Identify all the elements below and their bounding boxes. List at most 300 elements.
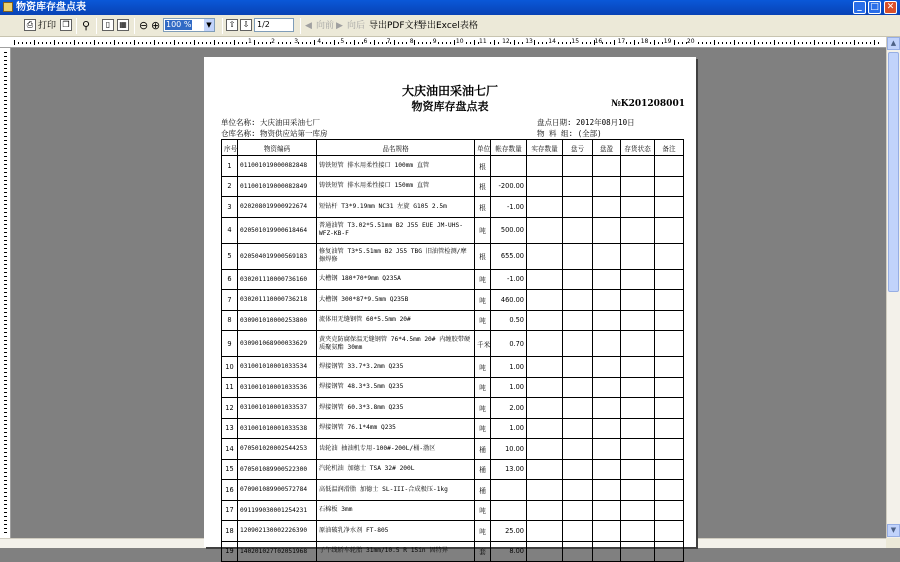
row-seq: 12 [222,398,238,419]
next-arrow-icon[interactable]: ▶ [336,21,343,31]
table-row [222,418,684,439]
empty-cell [621,243,655,269]
row-name-spec: 修复油管 T3*5.51mm B2 J55 TBG 旧油管检测/摩擦焊修 [317,243,475,269]
empty-cell [655,480,684,501]
ruler-tick [178,42,179,44]
ruler-tick [4,128,7,129]
count-date [537,117,635,128]
empty-cell [655,310,684,331]
ruler-tick [626,42,627,44]
table-row [222,500,684,521]
ruler-tick [398,42,399,44]
table-row [222,290,684,311]
ruler-tick [206,42,207,44]
ruler-tick [706,42,707,44]
ruler-tick [4,120,7,121]
row-material-code: 070501089900522300 [238,459,317,480]
ruler-tick [4,176,7,177]
ruler-tick [786,42,787,44]
empty-cell [621,156,655,177]
toolbar-separator [96,18,97,34]
ruler-tick [4,280,7,281]
ruler-tick [722,42,723,44]
ruler-tick [546,42,547,44]
ruler-tick [4,496,7,497]
row-seq: 7 [222,290,238,311]
column-header: 盘盈 [593,140,621,156]
row-unit: 吨 [475,500,491,521]
column-header: 帐存数量 [491,140,527,156]
zoom-out-icon[interactable]: ⊖ [139,19,149,32]
empty-cell [563,243,593,269]
ruler-tick [4,56,7,57]
empty-cell [527,197,563,218]
empty-cell [593,197,621,218]
ruler-tick [4,108,7,109]
row-material-code: 030901068900033629 [238,331,317,357]
ruler-tick [826,42,827,44]
table-row [222,439,684,460]
ruler-tick [74,40,75,45]
empty-cell [563,269,593,290]
ruler-number: 18 [640,38,649,45]
ruler-tick [4,444,7,445]
ruler-tick [82,42,83,44]
ruler-tick [4,284,7,285]
empty-cell [655,269,684,290]
ruler-tick [602,42,603,44]
empty-cell [527,357,563,378]
ruler-tick [4,240,7,241]
ruler-tick [726,42,727,44]
row-book-qty: 13.00 [491,459,527,480]
ruler-tick [4,412,7,413]
empty-cell [563,377,593,398]
ruler-tick [4,292,7,293]
first-page-icon[interactable]: ⇧ [226,19,238,31]
zoom-in-icon[interactable]: ⊕ [151,19,161,32]
scroll-up-icon[interactable]: ▲ [887,37,900,50]
ruler-number: 8 [409,38,414,45]
empty-cell [655,439,684,460]
ruler-tick [4,460,7,461]
close-button[interactable]: ✕ [884,1,897,14]
table-row [222,541,684,562]
ruler-tick [698,42,699,44]
single-page-icon[interactable]: ▯ [102,19,114,31]
next-page-button[interactable]: 向后 [347,21,366,31]
empty-cell [563,500,593,521]
ruler-tick [4,512,7,513]
table-row [222,269,684,290]
row-unit: 吨 [475,310,491,331]
ruler-tick [258,42,259,44]
ruler-tick [4,316,7,317]
ruler-tick [4,476,7,477]
row-material-code: 030201110000736218 [238,290,317,311]
empty-cell [593,156,621,177]
prev-arrow-icon[interactable]: ◀ [305,21,312,31]
ruler-tick [4,424,7,425]
table-row [222,156,684,177]
empty-cell [621,398,655,419]
empty-cell [593,459,621,480]
scroll-thumb[interactable] [888,52,899,292]
ruler-tick [4,508,7,509]
ruler-tick [4,404,7,405]
ruler-tick [194,40,195,45]
toolbar-separator [76,18,77,34]
ruler-tick [4,332,7,333]
ruler-tick [802,42,803,44]
row-name-spec: 普通油管 T3.02*5.51mm B2 J55 EUE JM-UHS-WFZ-KB-F [317,217,475,243]
unit-value: 大庆油田采油七厂 [260,118,321,127]
row-unit: 吨 [475,357,491,378]
chevron-down-icon[interactable]: ▼ [204,19,214,31]
column-header: 盘亏 [563,140,593,156]
prev-page-button[interactable]: 向前 [316,21,335,31]
ruler-tick [86,42,87,44]
ruler-tick [4,420,7,421]
table-row [222,480,684,501]
ruler-tick [414,40,415,45]
ruler-tick [158,42,159,44]
page-input[interactable]: 1/2 [254,18,294,32]
ruler-tick [46,42,47,44]
empty-cell [621,197,655,218]
ruler-tick [494,40,495,45]
ruler-tick [4,84,7,85]
empty-cell [563,331,593,357]
ruler-tick [4,232,7,233]
ruler-tick [4,324,7,325]
ruler-number: 5 [340,38,345,45]
ruler-tick [66,42,67,44]
ruler-tick [182,42,183,44]
ruler-tick [442,42,443,44]
vertical-ruler [0,48,11,538]
empty-cell [621,439,655,460]
empty-cell [655,217,684,243]
ruler-tick [142,42,143,44]
empty-cell [621,521,655,542]
empty-cell [527,243,563,269]
empty-cell [527,156,563,177]
vertical-scrollbar[interactable] [886,37,900,538]
ruler-tick [346,42,347,44]
row-book-qty: 2.00 [491,398,527,419]
ruler-tick [4,136,7,137]
ruler-tick [326,42,327,44]
row-material-code: 020501019900618464 [238,217,317,243]
ruler-tick [714,40,715,45]
empty-cell [563,156,593,177]
ruler-tick [870,42,871,44]
ruler-tick [4,360,7,361]
ruler-tick [4,112,7,113]
row-unit: 桶 [475,459,491,480]
empty-cell [655,176,684,197]
ruler-tick [590,42,591,44]
row-book-qty: 0.50 [491,310,527,331]
ruler-number: 12 [502,38,510,45]
ruler-tick [790,42,791,44]
ruler-tick [510,42,511,44]
ruler-tick [4,268,7,269]
empty-cell [527,269,563,290]
ruler-tick [746,42,747,44]
empty-cell [621,418,655,439]
inventory-table [221,139,684,562]
multi-page-icon[interactable]: ▦ [117,19,129,31]
row-material-code: 031001010001033534 [238,357,317,378]
row-name-spec: 汽轮机油 加德士 TSA 32# 200L [317,459,475,480]
ruler-tick [4,408,7,409]
empty-cell [593,331,621,357]
ruler-tick [710,42,711,44]
ruler-tick [230,42,231,44]
row-book-qty: 1.00 [491,418,527,439]
row-seq: 3 [222,197,238,218]
ruler-tick [4,220,7,221]
column-header: 实存数量 [527,140,563,156]
ruler-tick [4,344,7,345]
ruler-tick [226,42,227,44]
column-header: 存货状态 [621,140,655,156]
ruler-tick [406,42,407,44]
ruler-tick [4,340,7,341]
group-value: (全部) [577,129,602,138]
row-name-spec: 黄夹克防腐保温无缝钢管 76*4.5mm 20# 内缠胶带硬质聚氨酯 30mm [317,331,475,357]
app-icon [3,2,13,12]
ruler-tick [30,42,31,44]
find-icon[interactable]: ⚲ [82,19,91,32]
date-label: 盘点日期: [537,118,572,127]
ruler-tick [102,42,103,44]
ruler-tick [4,68,7,69]
empty-cell [563,290,593,311]
empty-cell [621,480,655,501]
row-unit: 根 [475,197,491,218]
ruler-tick [474,40,475,45]
ruler-tick [426,42,427,44]
empty-cell [655,500,684,521]
ruler-number: 14 [548,38,556,45]
ruler-tick [562,42,563,44]
table-row [222,243,684,269]
empty-cell [593,521,621,542]
ruler-tick [290,42,291,44]
ruler-tick [4,252,7,253]
ruler-tick [638,42,639,44]
ruler-tick [4,480,7,481]
ruler-tick [262,42,263,44]
export-pdf-button[interactable]: 导出PDF文档 [369,21,423,31]
table-row [222,217,684,243]
empty-cell [527,310,563,331]
ruler-tick [4,180,7,181]
ruler-tick [4,488,7,489]
empty-cell [621,290,655,311]
row-unit: 桶 [475,480,491,501]
ruler-tick [4,148,7,149]
ruler-tick [842,42,843,44]
ruler-tick [702,42,703,44]
table-header-row [222,140,684,156]
empty-cell [593,480,621,501]
ruler-tick [114,40,115,45]
ruler-number: 3 [294,38,299,45]
column-header: 备注 [655,140,684,156]
ruler-tick [4,524,7,525]
print-button[interactable]: 打印 [38,21,57,31]
row-name-spec: 短钻杆 T3*9.19mm NC31 左旋 G105 2.5m [317,197,475,218]
ruler-tick [4,140,7,141]
report-title: 物资库存盘点表 [411,100,489,113]
ruler-tick [4,192,7,193]
ruler-tick [754,40,755,45]
row-book-qty: 8.00 [491,541,527,562]
ruler-number: 10 [455,38,464,45]
ruler-tick [126,42,127,44]
ruler-tick [38,42,39,44]
row-book-qty: 10.00 [491,439,527,460]
row-material-code: 140201027T02051968 [238,541,317,562]
minimize-button[interactable]: _ [853,1,866,14]
ruler-tick [4,156,7,157]
ruler-tick [242,42,243,44]
ruler-tick [4,72,7,73]
ruler-number: 13 [525,38,533,45]
row-name-spec: 焊接钢管 60.3*3.8mm Q235 [317,398,475,419]
ruler-tick [4,516,7,517]
row-book-qty: 0.70 [491,331,527,357]
row-seq: 14 [222,439,238,460]
last-page-icon[interactable]: ⇩ [240,19,252,31]
ruler-tick [766,42,767,44]
title-bar [0,0,900,15]
copy-icon[interactable]: ❐ [60,19,72,31]
scroll-down-icon[interactable]: ▼ [887,524,900,537]
preview-canvas [11,48,886,557]
ruler-tick [430,42,431,44]
ruler-tick [98,42,99,44]
row-book-qty: -1.00 [491,269,527,290]
row-seq: 4 [222,217,238,243]
ruler-tick [154,40,155,45]
row-name-spec: 高低温润滑脂 加德士 SL-III-合成极压-1kg [317,480,475,501]
ruler-tick [798,42,799,44]
toolbar-separator [134,18,135,34]
row-book-qty: 655.00 [491,243,527,269]
empty-cell [621,310,655,331]
ruler-tick [110,42,111,44]
ruler-tick [814,40,815,45]
ruler-tick [4,276,7,277]
ruler-tick [4,372,7,373]
ruler-number: 11 [479,38,487,45]
ruler-tick [4,308,7,309]
ruler-tick [90,42,91,44]
empty-cell [527,418,563,439]
ruler-tick [762,42,763,44]
warehouse-label: 仓库名称: [221,129,256,138]
ruler-tick [610,42,611,44]
row-seq: 9 [222,331,238,357]
empty-cell [593,243,621,269]
ruler-tick [4,116,7,117]
ruler-number: 17 [617,38,626,45]
ruler-tick [78,42,79,44]
ruler-tick [490,42,491,44]
row-unit: 千米 [475,331,491,357]
ruler-tick [4,348,7,349]
ruler-tick [758,42,759,44]
empty-cell [527,290,563,311]
ruler-tick [370,42,371,44]
ruler-tick [322,42,323,44]
ruler-tick [202,42,203,44]
ruler-tick [4,244,7,245]
row-seq: 8 [222,310,238,331]
row-unit: 根 [475,243,491,269]
ruler-tick [218,42,219,44]
ruler-tick [4,204,7,205]
row-material-code: 030201110000736160 [238,269,317,290]
empty-cell [621,269,655,290]
maximize-button[interactable]: □ [868,1,881,14]
ruler-tick [750,42,751,44]
ruler-tick [654,40,655,45]
ruler-tick [4,428,7,429]
ruler-tick [4,492,7,493]
ruler-tick [4,328,7,329]
ruler-tick [734,40,735,45]
ruler-tick [14,40,15,45]
empty-cell [527,377,563,398]
column-header: 序号 [222,140,238,156]
ruler-tick [4,64,7,65]
export-excel-button[interactable]: 导出Excel表格 [418,21,478,31]
ruler-tick [522,42,523,44]
ruler-tick [4,296,7,297]
ruler-tick [186,42,187,44]
ruler-tick [4,144,7,145]
empty-cell [655,521,684,542]
ruler-tick [150,42,151,44]
empty-cell [593,269,621,290]
ruler-tick [4,464,7,465]
row-unit: 根 [475,176,491,197]
ruler-tick [4,528,7,529]
ruler-tick [4,80,7,81]
row-book-qty: 1.00 [491,357,527,378]
ruler-number: 9 [432,38,437,45]
ruler-tick [134,40,135,45]
ruler-tick [170,42,171,44]
toolbar [0,15,900,37]
ruler-tick [314,40,315,45]
empty-cell [563,357,593,378]
empty-cell [563,217,593,243]
row-seq: 10 [222,357,238,378]
printer-icon[interactable]: ⎙ [24,19,36,31]
ruler-tick [4,504,7,505]
empty-cell [593,377,621,398]
ruler-tick [4,520,7,521]
zoom-select[interactable] [163,18,215,32]
ruler-tick [4,132,7,133]
